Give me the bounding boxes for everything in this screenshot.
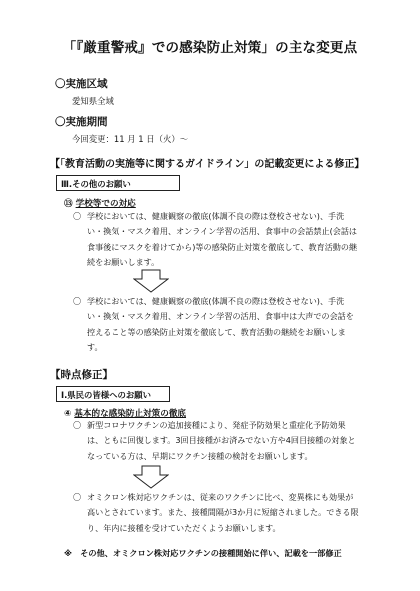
after-text: 学校においては、健康観察の徹底(体調不良の際は登校させない)、手洗い・換気・マスク着用、オンライン学習の活用、食事中は大声での会話を控えること等の感染防止対策を徹底して、教育活動の継続をお願いします。 xyxy=(87,296,354,353)
area-value: 愛知県全域 xyxy=(72,96,114,106)
item-number: ⑬ xyxy=(64,199,73,209)
section1-heading: 【「教育活動の実施等に関するガイドライン」の記載変更による修正】 xyxy=(50,159,365,170)
bullet-circle: 〇 xyxy=(73,211,82,221)
section1-item-heading xyxy=(64,197,136,209)
page-title: 「『厳重警戒』での感染防止対策」の主な変更点 xyxy=(62,40,358,56)
bullet-circle: 〇 xyxy=(73,420,82,430)
section2-box: Ⅰ.県民の皆様へのお願い xyxy=(56,386,170,402)
section2-before xyxy=(73,418,359,464)
item-number: ④ xyxy=(64,409,72,419)
bullet-circle: 〇 xyxy=(73,492,82,502)
section1-after xyxy=(73,294,359,356)
item-title: 学校等での対応 xyxy=(75,199,136,209)
down-arrow-icon xyxy=(133,269,169,293)
before-text: 新型コロナワクチンの追加接種により、発症予防効果と重症化予防効果は、ともに回復します。3回目接種がお済みでない方や4回目接種の対象となっている方は、早期にワクチン接種の検討をお願いします。 xyxy=(87,420,356,461)
footnote: ※ その他、オミクロン株対応ワクチンの接種開始に伴い、記載を一部修正 xyxy=(64,548,342,558)
section1-before xyxy=(73,209,359,271)
period-value: 今回変更：11 月 1 日（火）〜 xyxy=(72,134,189,144)
down-arrow-icon xyxy=(133,465,169,489)
before-text: 学校においては、健康観察の徹底(体調不良の際は登校させない)、手洗い・換気・マスク着用、オンライン学習の活用、食事中の会話禁止(会話は食事後にマスクを着けてから)等の感染防止対策を徹底して、教育活動の継続をお願いします。 xyxy=(87,211,358,268)
period-heading: 〇実施期間 xyxy=(55,116,108,128)
bullet-circle: 〇 xyxy=(73,296,82,306)
section2-after xyxy=(73,490,359,536)
section2-heading: 【時点修正】 xyxy=(50,369,113,381)
area-heading: 〇実施区域 xyxy=(55,78,108,90)
after-text: オミクロン株対応ワクチンは、従来のワクチンに比べ、変異株にも効果が高いとされています。また、接種間隔が3か月に短縮されました。できる限り、年内に接種を受けていただくようお願いします。 xyxy=(87,492,359,533)
section1-box: Ⅲ.その他のお願い xyxy=(56,175,180,191)
item-title: 基本的な感染防止対策の徹底 xyxy=(74,409,187,419)
